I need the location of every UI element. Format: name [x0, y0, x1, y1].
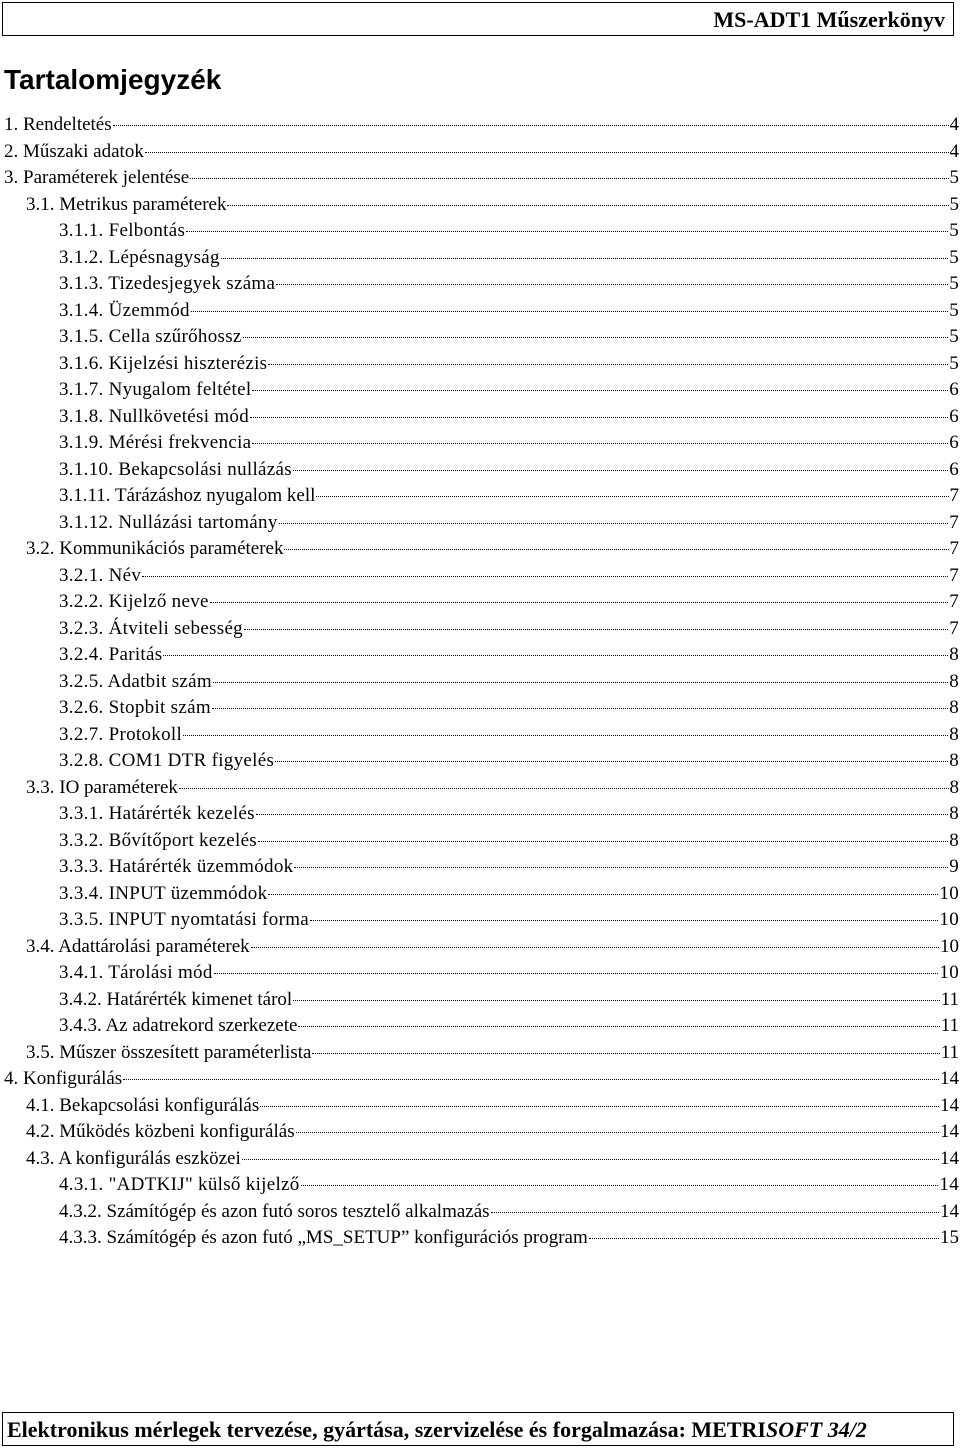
toc-entry-page: 14: [940, 1068, 959, 1089]
toc-entry-title: 4.1. Bekapcsolási konfigurálás: [26, 1094, 260, 1116]
toc-entry-title: 3.1.9. Mérési frekvencia: [59, 432, 252, 453]
toc-entry-title: 3.1.4. Üzemmód: [59, 299, 190, 321]
toc-entry-title: 4.3. A konfigurálás eszközei: [26, 1147, 241, 1169]
toc-entry-title: 3.2.4. Paritás: [59, 644, 163, 665]
toc-entry-page: 7: [949, 538, 959, 559]
toc-dot-leader: [221, 258, 948, 259]
toc-entry[interactable]: [4, 351, 959, 378]
toc-entry[interactable]: [4, 218, 959, 245]
toc-dot-leader: [252, 390, 948, 391]
toc-entry[interactable]: [4, 669, 959, 696]
toc-dot-leader: [310, 920, 938, 921]
toc-dot-leader: [123, 1079, 939, 1080]
toc-entry-title: 3.2.7. Protokoll: [59, 723, 183, 745]
toc-entry-page: 8: [949, 776, 959, 798]
toc-entry-title: 3.4.2. Határérték kimenet tárol: [59, 988, 293, 1010]
toc-entry-page: 5: [949, 352, 959, 374]
toc-dot-leader: [186, 231, 948, 232]
toc-entry[interactable]: [4, 139, 959, 166]
toc-entry-page: 5: [949, 299, 959, 321]
toc-dot-leader: [163, 655, 948, 656]
toc-entry-page: 9: [949, 856, 959, 877]
toc-entry[interactable]: [4, 987, 959, 1014]
toc-entry-title: 3.3.2. Bővítőport kezelés: [59, 829, 257, 851]
toc-dot-leader: [293, 1000, 940, 1001]
document-title: MS-ADT1 Műszerkönyv: [713, 7, 945, 32]
toc-entry[interactable]: [4, 430, 959, 457]
toc-entry-title: 3.1.3. Tizedesjegyek száma: [59, 273, 276, 294]
toc-entry-page: 7: [949, 564, 959, 586]
toc-entry[interactable]: [4, 1093, 959, 1120]
toc-dot-leader: [250, 417, 948, 418]
toc-entry[interactable]: [4, 483, 959, 510]
toc-entry-page: 7: [949, 591, 959, 612]
toc-entry[interactable]: [4, 907, 959, 934]
toc-entry[interactable]: [4, 457, 959, 484]
toc-dot-leader: [210, 602, 948, 603]
toc-entry-title: 4. Konfigurálás: [4, 1068, 123, 1089]
toc-dot-leader: [298, 1026, 939, 1027]
toc-entry[interactable]: [4, 934, 959, 961]
toc-dot-leader: [252, 443, 948, 444]
toc-dot-leader: [258, 841, 948, 842]
toc-entry[interactable]: [4, 589, 959, 616]
toc-entry[interactable]: [4, 1040, 959, 1067]
toc-dot-leader: [227, 205, 948, 206]
toc-dot-leader: [244, 629, 948, 630]
toc-entry-page: 4: [949, 140, 959, 162]
toc-entry[interactable]: [4, 775, 959, 802]
footer-text-prefix: Elektronikus mérlegek tervezése, gyártása, szervizelése és forgalmazása: METRI: [7, 1417, 766, 1442]
toc-heading: Tartalomjegyzék: [4, 64, 222, 95]
toc-entry[interactable]: [4, 748, 959, 775]
toc-entry-title: 3.2.1. Név: [59, 564, 142, 586]
toc-entry-title: 2. Műszaki adatok: [4, 140, 144, 162]
toc-entry-title: 3.3.4. INPUT üzemmódok: [59, 882, 268, 904]
toc-dot-leader: [284, 549, 948, 550]
toc-entry[interactable]: [4, 1199, 959, 1226]
toc-entry[interactable]: [4, 536, 959, 563]
toc-dot-leader: [243, 337, 949, 338]
toc-entry-page: 8: [949, 803, 959, 824]
toc-entry[interactable]: [4, 192, 959, 219]
toc-entry[interactable]: [4, 1225, 959, 1252]
toc-entry[interactable]: [4, 245, 959, 272]
toc-entry-page: 6: [949, 458, 959, 480]
toc-entry-title: 3.2.3. Átviteli sebesség: [59, 617, 243, 639]
toc-entry-title: 3.1.12. Nullázási tartomány: [59, 511, 278, 533]
toc-entry-title: 3.1. Metrikus paraméterek: [26, 193, 227, 215]
toc-entry-title: 3. Paraméterek jelentése: [4, 167, 190, 188]
toc-entry-title: 3.1.11. Tárázáshoz nyugalom kell: [59, 485, 316, 506]
toc-entry[interactable]: [4, 642, 959, 669]
toc-dot-leader: [296, 1132, 939, 1133]
toc-dot-leader: [191, 311, 948, 312]
toc-entry-page: 8: [949, 723, 959, 745]
toc-entry-title: 3.2.5. Adatbit szám: [59, 670, 212, 692]
toc-entry-title: 4.3.1. "ADTKIJ" külső kijelző: [59, 1174, 300, 1195]
toc-entry[interactable]: [4, 404, 959, 431]
toc-entry-title: 3.1.7. Nyugalom feltétel: [59, 379, 252, 400]
toc-entry-title: 4.3.2. Számítógép és azon futó soros tesztelő alkalmazás: [59, 1200, 490, 1222]
toc-dot-leader: [260, 1106, 939, 1107]
toc-entry-page: 11: [940, 1015, 959, 1036]
toc-entry-title: 3.3.1. Határérték kezelés: [59, 803, 255, 824]
toc-dot-leader: [214, 973, 939, 974]
toc-entry-page: 11: [940, 988, 959, 1010]
toc-entry[interactable]: [4, 616, 959, 643]
toc-entry-title: 3.4. Adattárolási paraméterek: [26, 935, 250, 957]
toc-entry-page: 8: [949, 750, 959, 771]
toc-dot-leader: [276, 284, 948, 285]
toc-entry-page: 14: [940, 1121, 959, 1142]
toc-entry-page: 4: [949, 114, 959, 135]
toc-dot-leader: [491, 1212, 939, 1213]
toc-entry-title: 3.2.8. COM1 DTR figyelés: [59, 750, 275, 771]
toc-entry-page: 5: [949, 193, 959, 215]
toc-entry-page: 5: [949, 246, 959, 268]
toc-entry-title: 3.1.8. Nullkövetési mód: [59, 405, 250, 427]
toc-entry-page: 7: [949, 511, 959, 533]
toc-entry-title: 3.5. Műszer összesített paraméterlista: [26, 1041, 312, 1063]
toc-entry-page: 8: [949, 644, 959, 665]
toc-entry-page: 10: [940, 935, 959, 957]
toc-entry-title: 1. Rendeltetés: [4, 114, 112, 135]
toc-entry-page: 10: [939, 882, 959, 904]
toc-entry[interactable]: [4, 695, 959, 722]
toc-entry-page: 5: [949, 273, 959, 294]
footer-page-label: 34/2: [827, 1417, 867, 1442]
toc-entry-page: 10: [939, 962, 959, 983]
toc-entry[interactable]: [4, 298, 959, 325]
toc-entry-title: 3.4.1. Tárolási mód: [59, 962, 213, 983]
toc-entry-page: 6: [949, 379, 959, 400]
toc-entry-title: 3.2. Kommunikációs paraméterek: [26, 538, 284, 559]
toc-dot-leader: [212, 708, 948, 709]
toc-entry-title: 3.1.5. Cella szűrőhossz: [59, 326, 242, 347]
toc-entry[interactable]: [4, 1146, 959, 1173]
toc-dot-leader: [589, 1238, 939, 1239]
toc-entry-page: 7: [949, 617, 959, 639]
toc-entry[interactable]: [4, 165, 959, 192]
toc-entry[interactable]: [4, 722, 959, 749]
table-of-contents: [4, 112, 959, 1252]
toc-entry-page: 14: [940, 1094, 959, 1116]
footer-brand-suffix: SOFT: [766, 1417, 823, 1442]
page-footer: [2, 1412, 954, 1446]
toc-entry-page: 6: [949, 405, 959, 427]
toc-entry-page: 10: [939, 909, 959, 930]
toc-entry-title: 3.4.3. Az adatrekord szerkezete: [59, 1015, 298, 1036]
toc-entry-page: 8: [949, 670, 959, 692]
toc-entry-page: 11: [940, 1041, 959, 1063]
toc-entry-page: 15: [940, 1227, 959, 1248]
toc-entry[interactable]: [4, 828, 959, 855]
toc-entry[interactable]: [4, 377, 959, 404]
toc-entry-title: 3.1.2. Lépésnagyság: [59, 246, 220, 268]
toc-entry[interactable]: [4, 960, 959, 987]
toc-dot-leader: [242, 1159, 939, 1160]
toc-entry-page: 5: [949, 326, 959, 347]
toc-entry-title: 3.3.5. INPUT nyomtatási forma: [59, 909, 310, 930]
toc-entry[interactable]: [4, 1119, 959, 1146]
toc-dot-leader: [268, 364, 948, 365]
toc-entry[interactable]: [4, 112, 959, 139]
toc-dot-leader: [293, 470, 948, 471]
toc-dot-leader: [279, 523, 949, 524]
toc-entry-page: 14: [940, 1200, 959, 1222]
toc-dot-leader: [183, 735, 948, 736]
toc-entry-title: 3.1.1. Felbontás: [59, 220, 186, 241]
toc-entry-title: 4.3.3. Számítógép és azon futó „MS_SETUP” konfigurációs program: [59, 1227, 588, 1248]
toc-entry-title: 3.3.3. Határérték üzemmódok: [59, 856, 294, 877]
toc-dot-leader: [142, 576, 948, 577]
toc-entry[interactable]: [4, 563, 959, 590]
toc-entry-title: 3.2.6. Stopbit szám: [59, 697, 211, 718]
toc-dot-leader: [213, 682, 948, 683]
toc-dot-leader: [251, 947, 939, 948]
toc-dot-leader: [312, 1053, 939, 1054]
toc-dot-leader: [275, 761, 948, 762]
toc-entry-page: 6: [949, 432, 959, 453]
toc-entry[interactable]: [4, 801, 959, 828]
toc-dot-leader: [301, 1185, 939, 1186]
toc-dot-leader: [113, 125, 949, 126]
toc-entry-page: 8: [949, 697, 959, 718]
toc-entry-title: 3.2.2. Kijelző neve: [59, 591, 209, 612]
toc-dot-leader: [316, 496, 948, 497]
toc-dot-leader: [179, 788, 949, 789]
toc-entry[interactable]: [4, 510, 959, 537]
toc-entry-page: 7: [949, 485, 959, 506]
toc-entry[interactable]: [4, 854, 959, 881]
toc-entry[interactable]: [4, 881, 959, 908]
toc-entry[interactable]: [4, 271, 959, 298]
toc-dot-leader: [145, 152, 949, 153]
toc-entry-title: 3.3. IO paraméterek: [26, 776, 178, 798]
toc-dot-leader: [268, 894, 938, 895]
toc-dot-leader: [256, 814, 948, 815]
toc-entry-page: 14: [940, 1147, 959, 1169]
toc-entry[interactable]: [4, 1013, 959, 1040]
toc-entry[interactable]: [4, 324, 959, 351]
toc-entry-page: 5: [949, 167, 959, 188]
toc-entry-title: 3.1.10. Bekapcsolási nullázás: [59, 458, 292, 480]
toc-entry-page: 5: [949, 220, 959, 241]
toc-dot-leader: [190, 178, 948, 179]
toc-entry-title: 3.1.6. Kijelzési hiszterézis: [59, 352, 268, 374]
toc-entry[interactable]: [4, 1172, 959, 1199]
toc-entry-page: 14: [939, 1174, 959, 1195]
page-header: [2, 2, 954, 36]
footer-text: [7, 1417, 867, 1443]
toc-dot-leader: [294, 867, 948, 868]
toc-entry[interactable]: [4, 1066, 959, 1093]
toc-entry-title: 4.2. Működés közbeni konfigurálás: [26, 1121, 295, 1142]
toc-entry-page: 8: [949, 829, 959, 851]
